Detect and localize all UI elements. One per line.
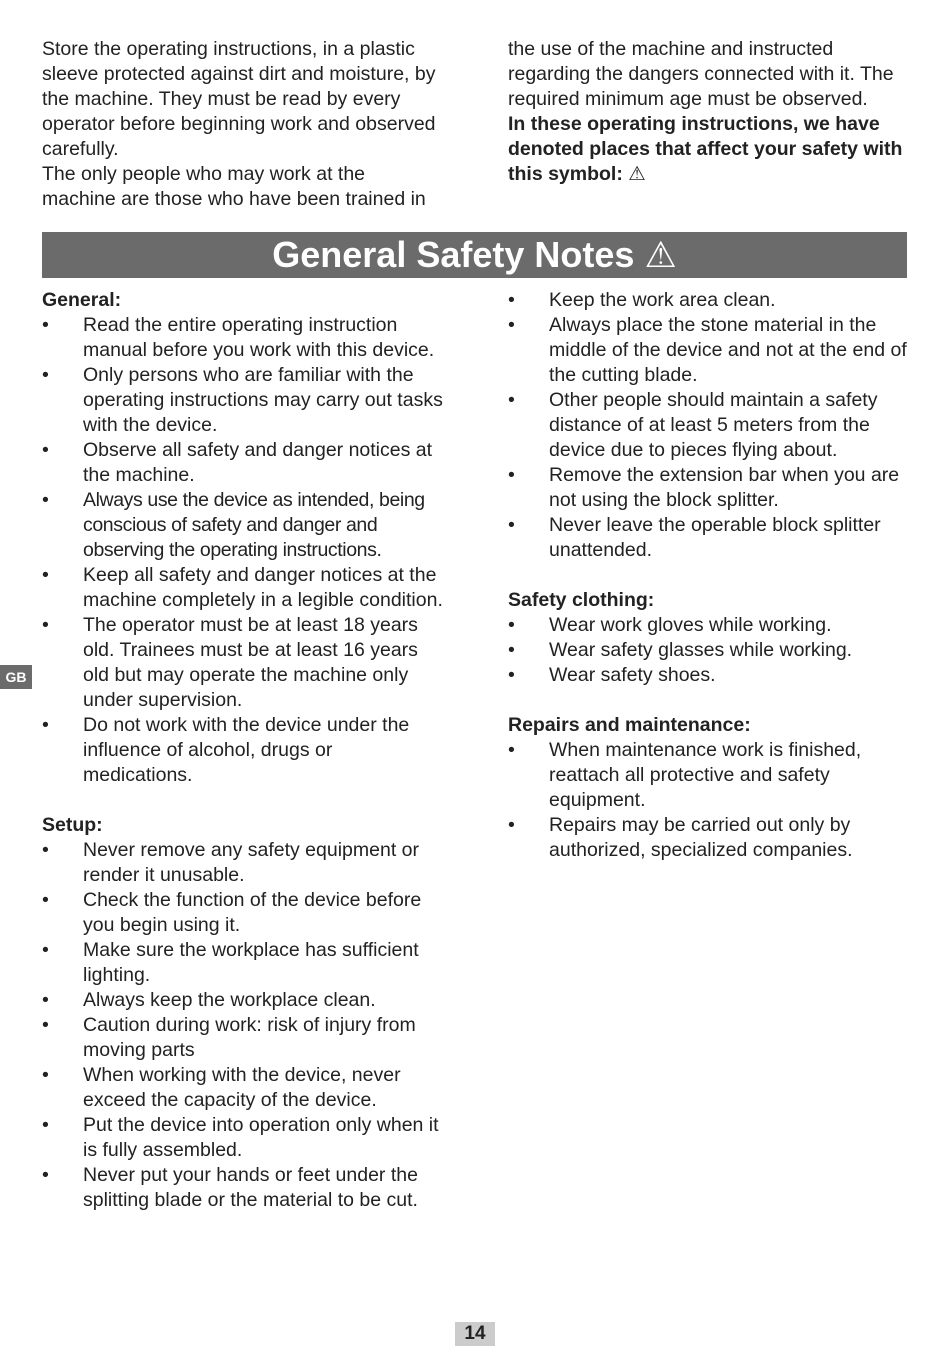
banner-title: General Safety Notes — [272, 234, 635, 275]
list-item: • When working with the device, never exceed the capacity of the device. — [42, 1063, 444, 1113]
clothing-list — [508, 613, 910, 688]
repairs-list — [508, 738, 910, 863]
general-list — [42, 313, 444, 788]
intro-left-column — [42, 37, 442, 212]
intro-paragraph: Store the operating instructions, in a plastic sleeve protected against dirt and moisture, by the machine. They must be read by every operator before beginning work and observed carefully. — [42, 38, 436, 160]
list-item: • Only persons who are familiar with the operating instructions may carry out tasks with the device. — [42, 363, 444, 438]
list-item: • Put the device into operation only when it is fully assembled. — [42, 1113, 444, 1163]
general-heading: General: — [42, 289, 122, 311]
list-item: • Read the entire operating instruction manual before you work with this device. — [42, 313, 444, 363]
list-item: • The operator must be at least 18 years old. Trainees must be at least 16 years old but may operate the machine only under supervision. — [42, 613, 444, 713]
main-left-column — [42, 288, 444, 1213]
list-item: • Keep all safety and danger notices at the machine completely in a legible condition. — [42, 563, 444, 613]
page-number: 14 — [455, 1322, 495, 1346]
setup-heading: Setup: — [42, 814, 103, 836]
list-item: • Never leave the operable block splitter unattended. — [508, 513, 910, 563]
intro-safety-note-text: In these operating instructions, we have denoted places that affect your safety with this symbol: — [508, 113, 903, 185]
list-item: • Check the function of the device before you begin using it. — [42, 888, 444, 938]
list-item: • Never put your hands or feet under the splitting blade or the material to be cut. — [42, 1163, 444, 1213]
setup-list — [42, 838, 444, 1213]
list-item: • Wear safety glasses while working. — [508, 638, 910, 663]
list-item: • When maintenance work is finished, reattach all protective and safety equipment. — [508, 738, 910, 813]
list-item: • Always place the stone material in the middle of the device and not at the end of the cutting blade. — [508, 313, 910, 388]
general-continued-list — [508, 288, 910, 563]
list-item: • Always keep the workplace clean. — [42, 988, 444, 1013]
list-item: • Other people should maintain a safety distance of at least 5 meters from the device due to pieces flying about. — [508, 388, 910, 463]
list-item: • Wear work gloves while working. — [508, 613, 910, 638]
warning-triangle-icon: ⚠ — [644, 234, 677, 275]
list-item: • Observe all safety and danger notices at the machine. — [42, 438, 444, 488]
list-item: • Keep the work area clean. — [508, 288, 910, 313]
list-item: • Do not work with the device under the influence of alcohol, drugs or medications. — [42, 713, 444, 788]
clothing-heading: Safety clothing: — [508, 589, 655, 611]
language-tab: GB — [0, 665, 32, 689]
list-item: • Always use the device as intended, being conscious of safety and danger and observing the operating instructions. — [42, 488, 444, 563]
intro-right-column — [508, 37, 910, 187]
list-item: • Never remove any safety equipment or render it unusable. — [42, 838, 444, 888]
list-item: • Wear safety shoes. — [508, 663, 910, 688]
section-banner — [42, 232, 907, 278]
intro-continuation: the use of the machine and instructed regarding the dangers connected with it. The required minimum age must be observed. — [508, 38, 894, 110]
intro-paragraph: The only people who may work at the machine are those who have been trained in — [42, 163, 426, 210]
list-item: • Remove the extension bar when you are not using the block splitter. — [508, 463, 910, 513]
intro-safety-note — [508, 112, 910, 187]
repairs-heading: Repairs and maintenance: — [508, 714, 751, 736]
list-item: • Make sure the workplace has sufficient lighting. — [42, 938, 444, 988]
list-item: • Repairs may be carried out only by authorized, specialized companies. — [508, 813, 910, 863]
main-right-column — [508, 288, 910, 863]
list-item: • Caution during work: risk of injury from moving parts — [42, 1013, 444, 1063]
warning-triangle-icon: ⚠ — [628, 163, 646, 185]
